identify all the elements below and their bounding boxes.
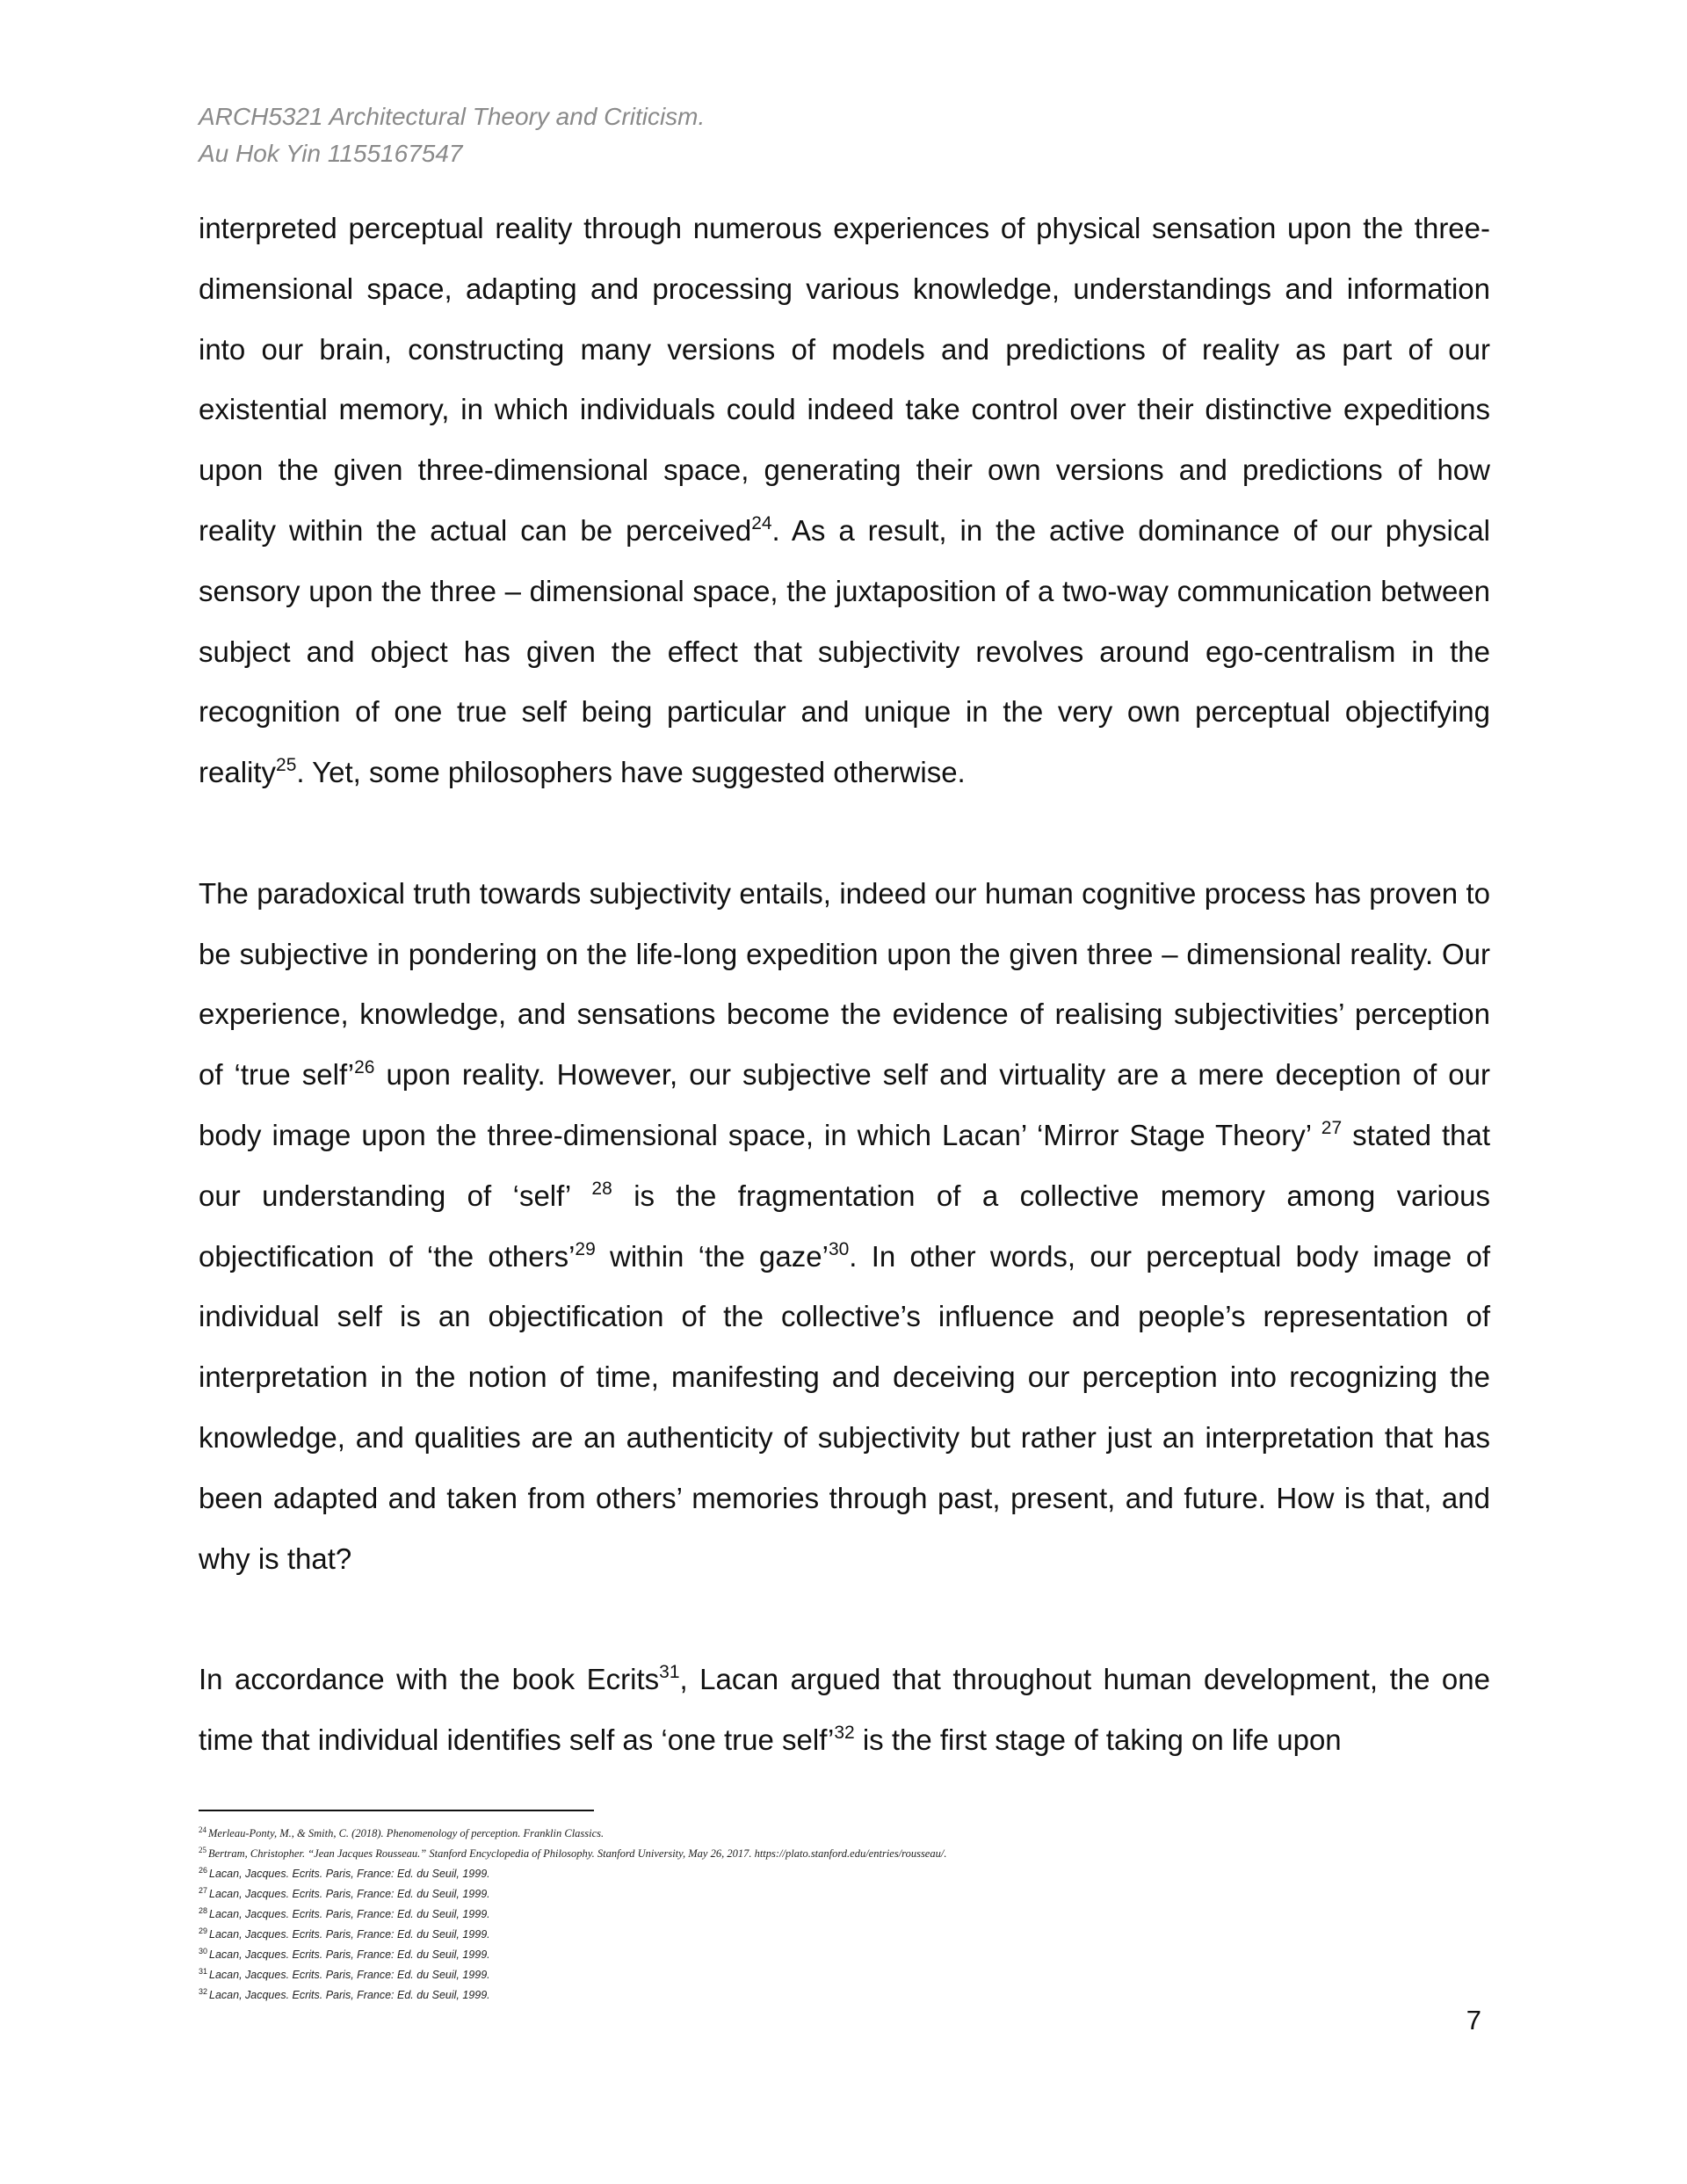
footnote-27 xyxy=(199,1883,1490,1903)
footnote-ref-28[interactable]: 28 xyxy=(591,1178,612,1199)
footnote-ref-24[interactable]: 24 xyxy=(751,512,772,533)
footnote-26 xyxy=(199,1862,1490,1883)
paragraph-3-text-a: In accordance with the book Ecrits xyxy=(199,1663,660,1696)
footnote-text: Merleau-Ponty, M., & Smith, C. (2018). Phenomenology of perception. Franklin Classics. xyxy=(208,1827,605,1839)
footnote-number: 30 xyxy=(199,1947,208,1955)
footnote-number: 32 xyxy=(199,1987,208,1996)
paragraph-1-text-a: interpreted perceptual reality through numerous experiences of physical sensation upon the three-dimensional space, adapting and processing various knowledge, understandings and information into our brain, constructing many versions of models and predictions of reality as part of our existential memory, in which individuals could indeed take control over their distinctive expeditions upon the given three-dimensional space, generating their own versions and predictions of how reality within the actual can be perceived xyxy=(199,212,1490,547)
footnote-ref-26[interactable]: 26 xyxy=(354,1057,375,1078)
paragraph-3-text-b: , Lacan argued that throughout human development, the one time that individual identifies self as ‘one true self’ xyxy=(199,1663,1490,1756)
footnote-text: Lacan, Jacques. Ecrits. Paris, France: Ed. du Seuil, 1999. xyxy=(209,1908,490,1920)
footnote-separator xyxy=(199,1810,594,1811)
footnote-number: 31 xyxy=(199,1967,208,1976)
paragraph-1 xyxy=(199,199,1490,803)
paragraph-2 xyxy=(199,864,1490,1590)
footnote-ref-32[interactable]: 32 xyxy=(834,1722,855,1743)
footnote-30 xyxy=(199,1943,1490,1963)
page-number: 7 xyxy=(1466,2005,1481,2035)
footnote-text: Lacan, Jacques. Ecrits. Paris, France: Ed. du Seuil, 1999. xyxy=(209,1928,490,1941)
footnote-text: Lacan, Jacques. Ecrits. Paris, France: Ed. du Seuil, 1999. xyxy=(209,1868,490,1880)
course-title: ARCH5321 Architectural Theory and Criticism. xyxy=(199,103,706,130)
footnote-text: Lacan, Jacques. Ecrits. Paris, France: Ed. du Seuil, 1999. xyxy=(209,1948,490,1961)
body-text xyxy=(199,199,1490,1771)
paragraph-2-text-c: stated that our understanding of ‘self’ xyxy=(199,1118,1490,1212)
footnote-number: 25 xyxy=(199,1846,206,1854)
footnote-28 xyxy=(199,1903,1490,1923)
footnote-text: Lacan, Jacques. Ecrits. Paris, France: Ed. du Seuil, 1999. xyxy=(209,1989,490,2001)
author-line: Au Hok Yin 1155167547 xyxy=(199,140,463,167)
footnote-ref-25[interactable]: 25 xyxy=(276,755,297,776)
paragraph-3-text-c: is the first stage of taking on life upon xyxy=(854,1723,1342,1756)
footnote-number: 29 xyxy=(199,1926,208,1935)
footnote-25 xyxy=(199,1842,1490,1862)
footnote-text: Lacan, Jacques. Ecrits. Paris, France: Ed. du Seuil, 1999. xyxy=(209,1888,490,1900)
footnote-number: 26 xyxy=(199,1866,208,1875)
footnote-ref-31[interactable]: 31 xyxy=(659,1662,680,1683)
footnote-text: Bertram, Christopher. “Jean Jacques Rousseau.” Stanford Encyclopedia of Philosophy. Stanford University, May 26, 2017. https://plato.stanford.edu/entries/rousseau/. xyxy=(208,1847,947,1860)
paragraph-3 xyxy=(199,1650,1490,1771)
footnote-text: Lacan, Jacques. Ecrits. Paris, France: Ed. du Seuil, 1999. xyxy=(209,1969,490,1981)
paragraph-1-text-b: . As a result, in the active dominance of our physical sensory upon the three – dimensional space, the juxtaposition of a two-way communication between subject and object has given the effect that subjectivity revolves around ego-centralism in the recognition of one true self being particular and unique in the very own perceptual objectifying reality xyxy=(199,513,1491,789)
footnote-29 xyxy=(199,1923,1490,1943)
paragraph-2-text-e: within ‘the gaze’ xyxy=(595,1239,829,1273)
paragraph-2-text-a: The paradoxical truth towards subjectivity entails, indeed our human cognitive process has proven to be subjective in pondering on the life-long expedition upon the given three – dimensional reality. Our experience, knowledge, and sensations become the evidence of realising subjectivities’ perception of ‘true self’ xyxy=(199,876,1490,1092)
footnote-24 xyxy=(199,1822,1490,1842)
footnote-ref-30[interactable]: 30 xyxy=(828,1238,850,1259)
paragraph-2-text-b: upon reality. However, our subjective self and virtuality are a mere deception of our body image upon the three-dimensional space, in which Lacan’ ‘Mirror Stage Theory’ xyxy=(199,1058,1490,1151)
paragraph-1-text-c: . Yet, some philosophers have suggested otherwise. xyxy=(296,756,966,789)
running-header xyxy=(199,98,1490,172)
footnote-number: 28 xyxy=(199,1906,208,1915)
footnotes xyxy=(199,1822,1490,2004)
paragraph-2-text-f: . In other words, our perceptual body image of individual self is an objectification of the collective’s influence and people’s representation of interpretation in the notion of time, manifesting and deceiving our perception into recognizing the knowledge, and qualities are an authenticity of subjectivity but rather just an interpretation that has been adapted and taken from others’ memories through past, present, and future. How is that, and why is that? xyxy=(199,1239,1490,1575)
footnote-32 xyxy=(199,1984,1490,2004)
footnote-ref-27[interactable]: 27 xyxy=(1321,1117,1343,1138)
footnote-number: 27 xyxy=(199,1886,208,1895)
paragraph-2-text-d: is the fragmentation of a collective memory among various objectification of ‘the others’ xyxy=(199,1179,1491,1273)
footnote-number: 24 xyxy=(199,1825,206,1834)
footnote-ref-29[interactable]: 29 xyxy=(575,1238,596,1259)
footnote-31 xyxy=(199,1963,1490,1984)
